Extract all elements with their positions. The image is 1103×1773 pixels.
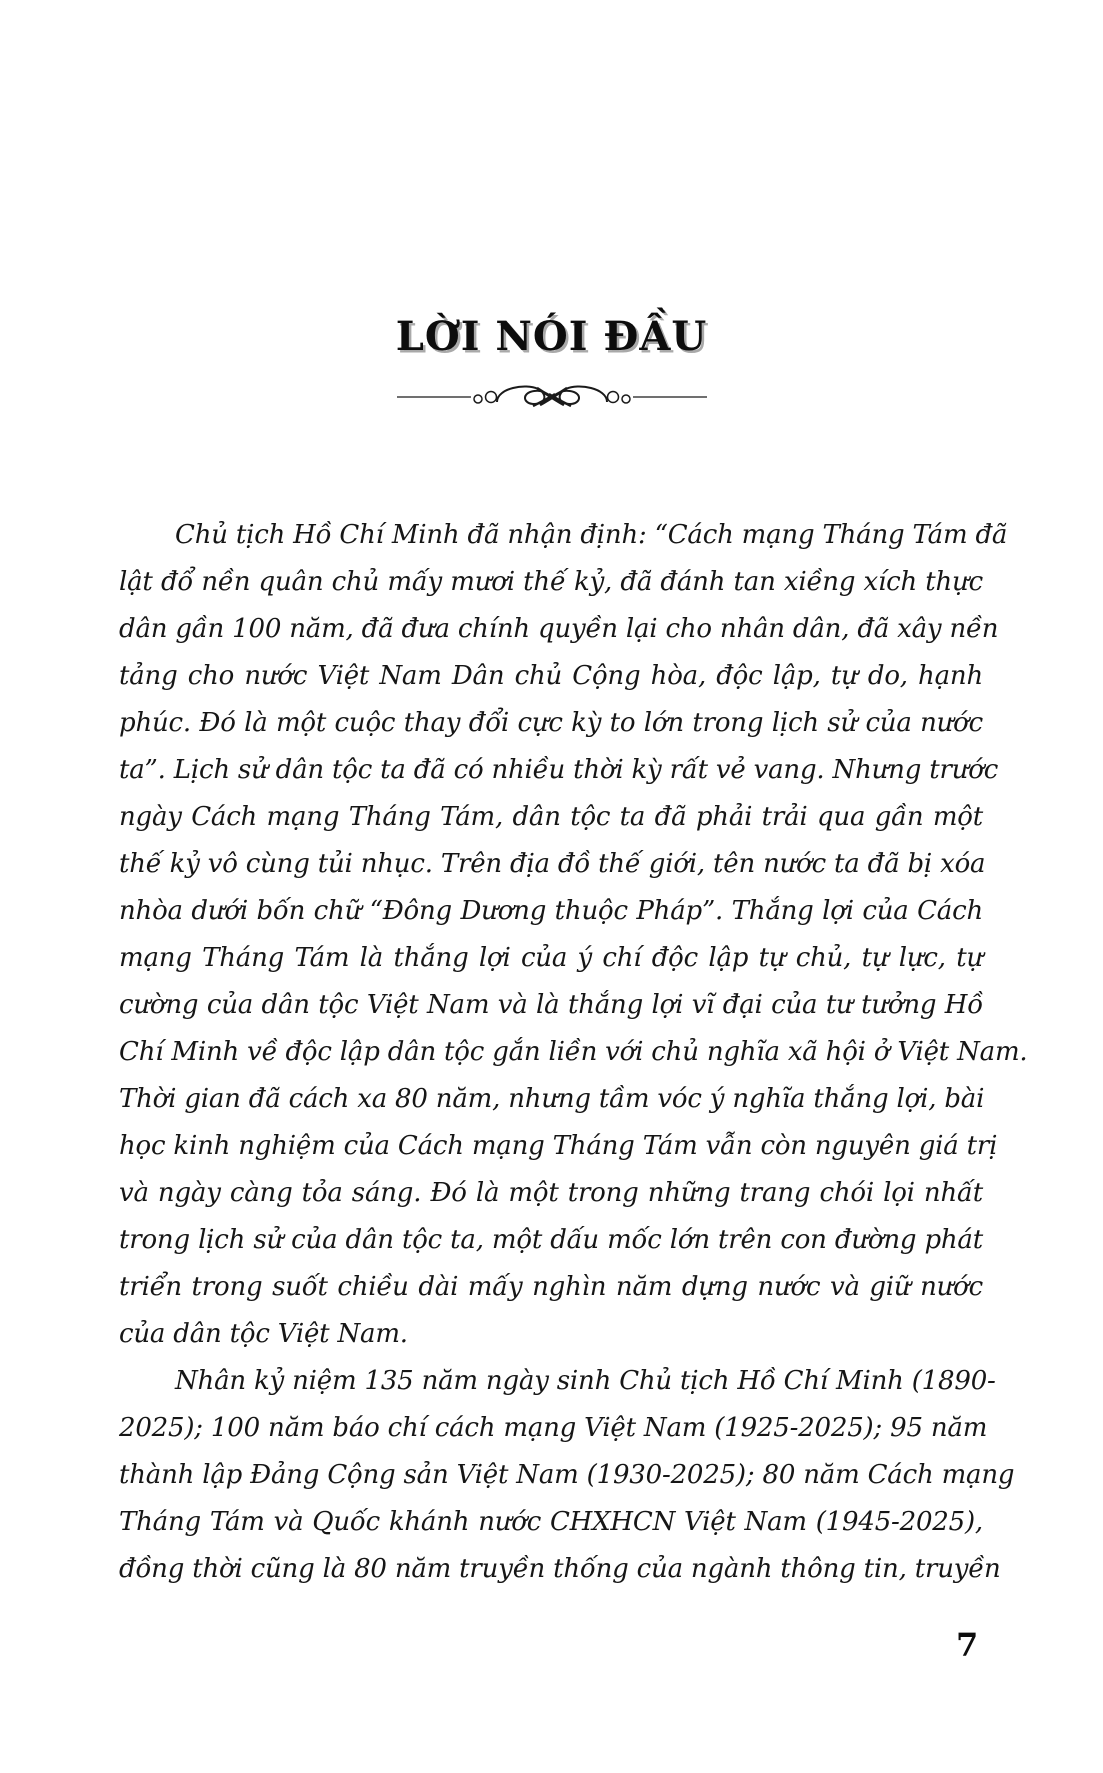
divider-block	[0, 379, 1103, 413]
text-line: Chí Minh về độc lập dân tộc gắn liền với chủ nghĩa xã hội ở Việt Nam.	[119, 1037, 1028, 1067]
text-line: phúc. Đó là một cuộc thay đổi cực kỳ to lớn trong lịch sử của nước	[119, 708, 983, 738]
text-line: Tháng Tám và Quốc khánh nước CHXHCN Việt Nam (1945-2025),	[119, 1507, 983, 1537]
text-line: Thời gian đã cách xa 80 năm, nhưng tầm vóc ý nghĩa thắng lợi, bài	[119, 1084, 985, 1114]
text-line: đồng thời cũng là 80 năm truyền thống của ngành thông tin, truyền	[119, 1554, 1001, 1584]
text-line: và ngày càng tỏa sáng. Đó là một trong những trang chói lọi nhất	[119, 1178, 983, 1208]
text-line: ta”. Lịch sử dân tộc ta đã có nhiều thời kỳ rất vẻ vang. Nhưng trước	[119, 755, 999, 785]
text-line: Nhân kỷ niệm 135 năm ngày sinh Chủ tịch Hồ Chí Minh (1890-	[175, 1366, 996, 1396]
text-line: mạng Tháng Tám là thắng lợi của ý chí độc lập tự chủ, tự lực, tự	[119, 943, 983, 973]
page-number: 7	[956, 1626, 979, 1664]
text-line: tảng cho nước Việt Nam Dân chủ Cộng hòa, độc lập, tự do, hạnh	[119, 661, 983, 691]
text-line: nhòa dưới bốn chữ “Đông Dương thuộc Pháp”. Thắng lợi của Cách	[119, 896, 983, 926]
text-line: Chủ tịch Hồ Chí Minh đã nhận định: “Cách mạng Tháng Tám đã	[175, 520, 1008, 550]
text-line: thành lập Đảng Cộng sản Việt Nam (1930-2025); 80 năm Cách mạng	[119, 1460, 1015, 1490]
text-line: lật đổ nền quân chủ mấy mươi thế kỷ, đã đánh tan xiềng xích thực	[119, 567, 983, 597]
text-line: học kinh nghiệm của Cách mạng Tháng Tám vẫn còn nguyên giá trị	[119, 1131, 998, 1161]
text-line: cường của dân tộc Việt Nam và là thắng lợi vĩ đại của tư tưởng Hồ	[119, 990, 983, 1020]
text-line: 2025); 100 năm báo chí cách mạng Việt Nam (1925-2025); 95 năm	[119, 1413, 988, 1443]
text-line: ngày Cách mạng Tháng Tám, dân tộc ta đã phải trải qua gần một	[119, 802, 983, 832]
text-line: thế kỷ vô cùng tủi nhục. Trên địa đồ thế giới, tên nước ta đã bị xóa	[119, 849, 986, 879]
text-line: của dân tộc Việt Nam.	[119, 1319, 408, 1349]
page-title: LỜI NÓI ĐẦU	[395, 313, 708, 360]
text-line: triển trong suốt chiều dài mấy nghìn năm dựng nước và giữ nước	[119, 1272, 983, 1302]
preface-text	[119, 512, 1028, 1593]
flourish-divider-icon	[397, 379, 707, 398]
text-line: trong lịch sử của dân tộc ta, một dấu mốc lớn trên con đường phát	[119, 1225, 983, 1255]
text-line: dân gần 100 năm, đã đưa chính quyền lại cho nhân dân, đã xây nền	[119, 614, 999, 644]
title-block	[0, 0, 1103, 361]
